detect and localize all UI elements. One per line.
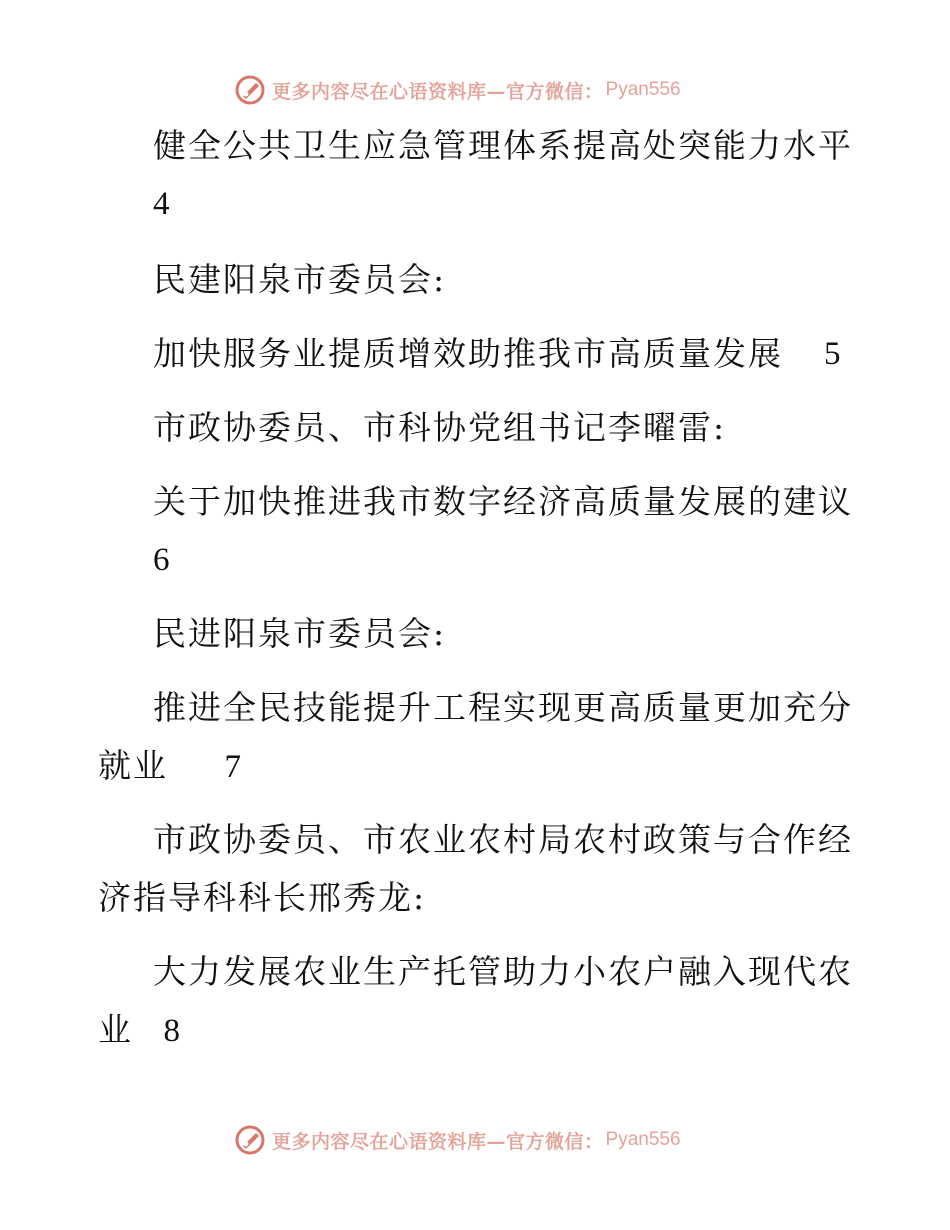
toc-entry-title-line1: 大力发展农业生产托管助力小农户融入现代农: [153, 952, 853, 991]
toc-entry-page: 6: [153, 542, 170, 578]
toc-entry-title: 健全公共卫生应急管理体系提高处突能力水平: [153, 126, 853, 165]
toc-author-line2: 济指导科科长邢秀龙:: [98, 878, 427, 917]
toc-entry-title-line2: [98, 1010, 180, 1051]
header-watermark: [234, 72, 681, 108]
toc-entry-page: 7: [224, 749, 241, 785]
toc-entry-page: 5: [824, 336, 841, 372]
toc-entry-page: 8: [163, 1013, 180, 1049]
toc-author-line1: 市政协委员、市农业农村局农村政策与合作经: [153, 820, 853, 859]
toc-entry-page: 4: [153, 186, 170, 222]
watermark-id: Pyan556: [605, 79, 681, 100]
watermark-logo-icon: [234, 74, 266, 106]
watermark-logo-icon: [234, 1124, 266, 1156]
toc-author: 民进阳泉市委员会:: [153, 614, 447, 653]
toc-entry-title-cont: 就业: [98, 746, 168, 785]
toc-author: 市政协委员、市科协党组书记李曜雷:: [153, 408, 727, 447]
toc-entry-title-line1: 推进全民技能提升工程实现更高质量更加充分: [153, 688, 853, 727]
footer-watermark: [234, 1122, 681, 1158]
toc-entry-title-cont: 业: [98, 1010, 133, 1049]
toc-author: 民建阳泉市委员会:: [153, 260, 447, 299]
watermark-text: 更多内容尽在心语资料库—官方微信：: [272, 80, 604, 103]
toc-entry-title-line2: [98, 746, 241, 787]
toc-entry-title: 加快服务业提质增效助推我市高质量发展: [153, 334, 783, 373]
watermark-text: 更多内容尽在心语资料库—官方微信：: [272, 1130, 604, 1153]
watermark-id: Pyan556: [605, 1129, 681, 1150]
toc-entry-title: 关于加快推进我市数字经济高质量发展的建议: [153, 482, 853, 521]
